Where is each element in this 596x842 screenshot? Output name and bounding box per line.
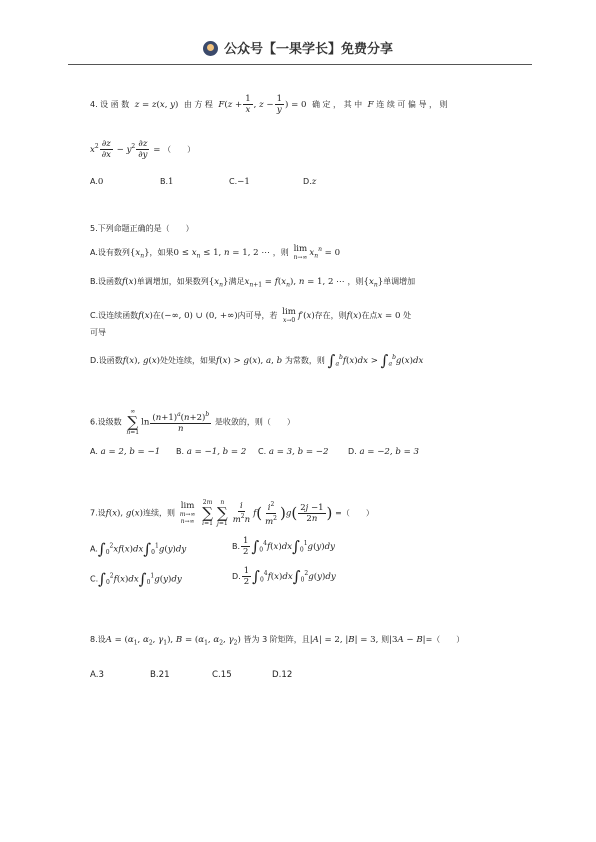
q4-stem-line: 4. 设 函 数 z = z(x, y) 由 方 程 F(z + $\frac{1}{x}$ , z − $\frac{1}{y}$ ) = 0 确 定 ， 其 中 F 连 续 可 偏 导 ， 则 bbox=[90, 94, 448, 115]
fraction: $\frac{\partial z}{\partial y}$ bbox=[138, 139, 148, 160]
q6-option-b: B. a = −1, b = 2 bbox=[176, 447, 247, 457]
page-header bbox=[0, 38, 596, 57]
header-divider bbox=[68, 64, 532, 65]
q5-option-d: D.设函数f(x), g(x)处处连续，如果f(x) > g(x), a, b 为常数，则 $\int_a^bf(x)dx > \int_a^bg(x)dx$ bbox=[90, 351, 424, 370]
q5-option-b: B.设函数f(x)单调增加，如果数列$\{x_n\}$满足$x_{n+1} = f(x_n)$, n = 1, 2 ⋯ ，则$\{x_n\}$单调增加 bbox=[90, 277, 416, 289]
q4-option-c: C.−1 bbox=[229, 177, 250, 187]
q7-stem: 7.设f(x), g(x)连续，则 lim m→∞ n→∞ 2m ∑ i=1 n ∑ j=1 $\frac{i}{m^2n}$ f( $\frac{i^2}{m^2}$ )g( $\frac{2j -1}{2n}$ ) =（ ） bbox=[90, 499, 374, 527]
q5-title: 5.下列命题正确的是（ ） bbox=[90, 224, 194, 233]
q4-option-d: D.z bbox=[303, 177, 317, 187]
fraction: $\frac{1}{y}$ bbox=[276, 94, 282, 115]
header-title: 公众号【一果学长】免费分享 bbox=[223, 42, 393, 57]
q8-stem: 8.设$A = (\alpha_1$, $\alpha_2$, $\gamma_1$), $B = (\alpha_1$, $\alpha_2$, $\gamma_2$) 皆为 3 阶矩阵，且|A| = 2, |B| = 3, 则|3A − B|=（ ） bbox=[90, 635, 465, 647]
q5-option-c: C.设连续函数f(x)在(−∞, 0) ∪ (0, +∞)内可导，若 lim x→0 f′(x)存在，则f(x)在点x = 0 处 bbox=[90, 307, 412, 324]
q7-option-d: D. $\frac{1}{2}$ $\int_0^4f(x)dx\int_0^2g(y)dy$ bbox=[232, 566, 336, 587]
fraction: $\frac{\partial z}{\partial x}$ bbox=[101, 139, 111, 160]
summation: 2m ∑ i=1 bbox=[202, 499, 213, 527]
q5-option-a: A.设有数列$\{x_n\}$，如果$0 \le x_n \le 1$, n = 1, 2 ⋯ ，则 lim n→∞ $x_n^n = 0$ bbox=[90, 244, 341, 261]
fraction: $\frac{1}{x}$ bbox=[245, 94, 251, 115]
q7-option-c: $C.\int_0^2f(x)dx\int_0^1g(y)dy$ bbox=[90, 570, 182, 588]
q8-option-b: B.21 bbox=[150, 670, 170, 680]
avatar-logo-icon bbox=[203, 41, 218, 56]
q7-option-b: B. $\frac{1}{2}$ $\int_0^4f(x)dx\int_0^1g(y)dy$ bbox=[232, 536, 335, 557]
q6-option-c: C. a = 3, b = −2 bbox=[258, 447, 329, 457]
q7-option-a: $A.\int_0^2xf(x)dx\int_0^1g(y)dy$ bbox=[90, 540, 187, 558]
q4-expression-line: $x^2$ $\frac{\partial z}{\partial x}$ − $y^2$ $\frac{\partial z}{\partial y}$ = （ ） bbox=[90, 139, 196, 160]
q6-option-d: D. a = −2, b = 3 bbox=[348, 447, 419, 457]
q5-option-c-line2: 可导 bbox=[90, 328, 106, 337]
q6-stem: 6.设级数 ∞ ∑ n=1 ln $\frac{(n+1)^a(n+2)^b}{n}$ 是收敛的，则（ ） bbox=[90, 408, 295, 436]
summation: n ∑ j=1 bbox=[216, 499, 228, 527]
q6-option-a: A. a = 2, b = −1 bbox=[90, 447, 161, 457]
q8-option-a: A.3 bbox=[90, 670, 104, 680]
summation: ∞ ∑ n=1 bbox=[126, 408, 140, 436]
q8-option-c: C.15 bbox=[212, 670, 232, 680]
q8-option-d: D.12 bbox=[272, 670, 293, 680]
q4-option-a: A.0 bbox=[90, 177, 104, 187]
q4-option-b: B.1 bbox=[160, 177, 174, 187]
fraction: $\frac{(n+1)^a(n+2)^b}{n}$ bbox=[152, 411, 210, 434]
